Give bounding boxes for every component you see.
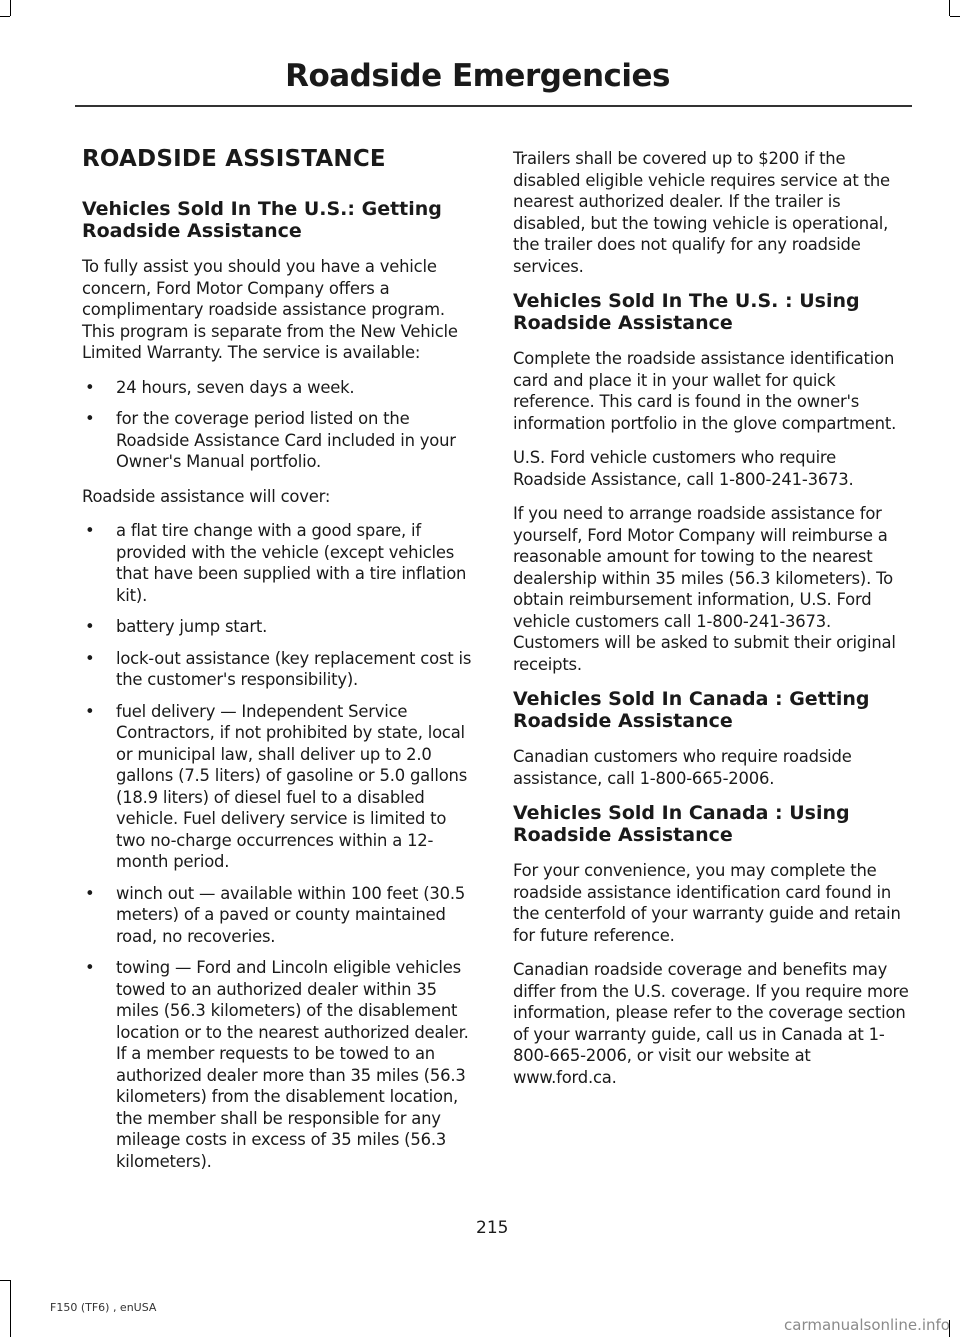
page-header-title: Roadside Emergencies bbox=[285, 58, 670, 94]
watermark: carmanualsonline.info bbox=[784, 1316, 950, 1334]
right-column bbox=[513, 148, 910, 1101]
list-item: • for the coverage period listed on the Roadside Assistance Card included in your Owner's Manual portfolio. bbox=[82, 408, 477, 473]
list-item: • fuel delivery — Independent Service Contractors, if not prohibited by state, local or municipal law, shall deliver up to 2.0 gallons (7.5 liters) of gasoline or 5.0 gallons (18.9 liters) of diesel fuel to a disabled vehicle. Fuel delivery service is limited to two no-charge occurrences within a 12-month period. bbox=[82, 701, 477, 873]
crop-mark bbox=[0, 1280, 10, 1281]
crop-mark bbox=[949, 0, 950, 16]
canada-getting-heading: Vehicles Sold In Canada : Getting Roadside Assistance bbox=[513, 688, 870, 732]
us-using-heading: Vehicles Sold In The U.S. : Using Roadside Assistance bbox=[513, 290, 860, 334]
list-item: • towing — Ford and Lincoln eligible vehicles towed to an authorized dealer within 35 miles (56.3 kilometers) of the disablement location or to the nearest authorized dealer. If a member requests to be towed to an authorized dealer more than 35 miles (56.3 kilometers) from the disablement location, the member shall be responsible for any mileage costs in excess of 35 miles (56.3 kilometers). bbox=[82, 957, 477, 1172]
us-using-paragraph-3: If you need to arrange roadside assistance for yourself, Ford Motor Company will reimburse a reasonable amount for towing to the nearest dealership within 35 miles (56.3 kilometers). To obtain reimbursement information, U.S. Ford vehicle customers call 1-800-241-3673. Customers will be asked to submit their original receipts. bbox=[513, 504, 896, 674]
list-item: • battery jump start. bbox=[82, 616, 477, 638]
section-title: ROADSIDE ASSISTANCE bbox=[82, 146, 386, 172]
crop-mark bbox=[10, 0, 11, 16]
list-item: • lock-out assistance (key replacement cost is the customer's responsibility). bbox=[82, 648, 477, 691]
crop-mark bbox=[0, 16, 10, 17]
crop-mark bbox=[950, 16, 960, 17]
us-using-paragraph-1: Complete the roadside assistance identification card and place it in your wallet for quick reference. This card is found in the owner's information portfolio in the glove compartment. bbox=[513, 349, 897, 433]
trailers-paragraph: Trailers shall be covered up to $200 if the disabled eligible vehicle requires service at the nearest authorized dealer. If the trailer is disabled, but the towing vehicle is operational, the trailer does not qualify for any roadside services. bbox=[513, 149, 890, 276]
canada-using-paragraph-2: Canadian roadside coverage and benefits may differ from the U.S. coverage. If you require more information, please refer to the coverage section of your warranty guide, call us in Canada at 1-800-665-2006, or visit our website at www.ford.ca. bbox=[513, 960, 909, 1087]
page-number: 215 bbox=[476, 1218, 509, 1238]
coverage-list bbox=[82, 520, 477, 1172]
availability-list bbox=[82, 377, 477, 473]
left-column bbox=[82, 146, 477, 1185]
crop-mark bbox=[10, 1280, 11, 1337]
us-getting-intro: To fully assist you should you have a vehicle concern, Ford Motor Company offers a complimentary roadside assistance program. This program is separate from the New Vehicle Limited Warranty. The service is available: bbox=[82, 257, 458, 362]
list-item: • winch out — available within 100 feet (30.5 meters) of a paved or county maintained road, no recoveries. bbox=[82, 883, 477, 948]
list-item: • 24 hours, seven days a week. bbox=[82, 377, 477, 399]
coverage-intro: Roadside assistance will cover: bbox=[82, 486, 331, 506]
canada-getting-paragraph: Canadian customers who require roadside assistance, call 1-800-665-2006. bbox=[513, 747, 852, 788]
us-getting-heading: Vehicles Sold In The U.S.: Getting Roadside Assistance bbox=[82, 198, 442, 242]
canada-using-paragraph-1: For your convenience, you may complete the roadside assistance identification card found in the centerfold of your warranty guide and retain for future reference. bbox=[513, 861, 901, 945]
canada-using-heading: Vehicles Sold In Canada : Using Roadside Assistance bbox=[513, 802, 850, 846]
manual-id: F150 (TF6) , enUSA bbox=[50, 1301, 157, 1314]
header-divider bbox=[75, 105, 912, 107]
list-item: • a flat tire change with a good spare, if provided with the vehicle (except vehicles that have been supplied with a tire inflation kit). bbox=[82, 520, 477, 606]
us-using-paragraph-2: U.S. Ford vehicle customers who require Roadside Assistance, call 1-800-241-3673. bbox=[513, 448, 854, 489]
